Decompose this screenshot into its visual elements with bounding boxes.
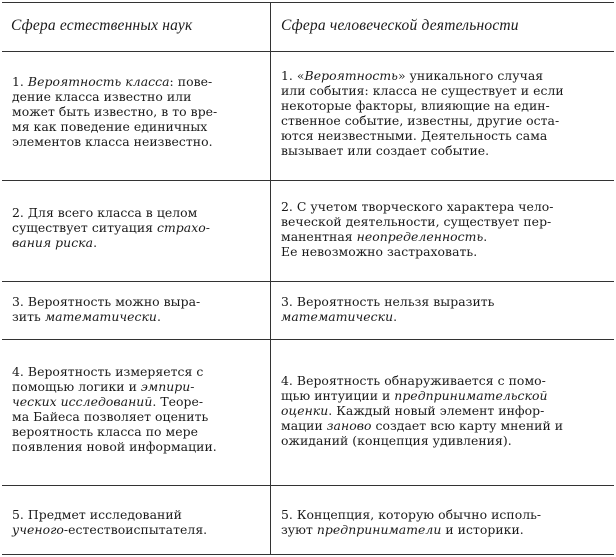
text-line [281,433,611,448]
text-run: существует ситуация [12,220,157,235]
row-5-human [281,507,611,537]
text-line [12,507,264,522]
text-line [281,507,611,522]
text-run: . [393,309,398,324]
emphasis-text: эмпири- [140,379,195,394]
text-line [281,128,611,143]
emphasis-text: вания риска [12,235,94,250]
text-run: создает всю карту мнений и [371,418,564,433]
row-divider [2,339,614,340]
text-run: 4. Вероятность измеряется с [12,364,204,379]
text-line [12,439,264,454]
row-3-natural [12,294,264,324]
text-run: Ее невозможно застраховать. [281,244,478,259]
text-run: щью интуиции и [281,388,395,403]
text-run: ственное событие, известны, другие оста- [281,113,560,128]
emphasis-text: ученого [12,522,64,537]
row-divider [2,180,614,181]
emphasis-text: оценки [281,403,329,418]
text-line [281,373,611,388]
text-run: появления новой информации. [12,439,217,454]
text-line [281,68,611,83]
text-run: 2. Для всего класса в целом [12,205,198,220]
text-run: или события: класса не существует и если [281,83,564,98]
text-line [12,220,264,235]
text-run: мя как поведение единичных [12,119,208,134]
emphasis-text: заново [326,418,372,433]
row-divider [2,485,614,486]
text-run: . [156,309,161,324]
text-run: 5. Концепция, которую обычно исполь- [281,507,542,522]
text-line [281,388,611,403]
table-border-top [2,2,614,3]
text-line [12,235,264,250]
text-line [12,104,264,119]
text-line [281,403,611,418]
text-line [12,89,264,104]
text-line [12,424,264,439]
emphasis-text: ческих исследований [12,394,153,409]
text-line [281,418,611,433]
text-run: ма Байеса позволяет оценить [12,409,209,424]
text-line [12,205,264,220]
text-line [12,379,264,394]
emphasis-text: математически [44,309,157,324]
text-run: ожиданий (концепция удивления). [281,433,512,448]
text-line [12,309,264,324]
text-line [12,364,264,379]
text-run: . [93,235,98,250]
header-divider [2,51,614,52]
text-run: зить [12,309,45,324]
text-run: дение класса известно или [12,89,192,104]
table-border-bottom [2,554,614,555]
text-line [281,294,611,309]
text-run: некоторые факторы, влияющие на един- [281,98,550,113]
text-run: . [483,229,488,244]
text-line [12,522,264,537]
text-run: элементов класса неизвестно. [12,134,213,149]
text-line [12,409,264,424]
text-line [12,294,264,309]
header-natural-sciences: Сфера естественных наук [11,17,193,34]
text-line [281,229,611,244]
emphasis-text: Вероятность класса [27,74,170,89]
text-line [281,214,611,229]
text-line [12,134,264,149]
text-run: 1. [12,74,28,89]
text-line [12,74,264,89]
text-run: вероятность класса по мере [12,424,198,439]
text-run: веческой деятельности, существует пер- [281,214,552,229]
column-divider [270,2,271,555]
emphasis-text: предпринимательской [394,388,548,403]
text-run: манентная [281,229,357,244]
text-run: : пове- [169,74,213,89]
text-line [281,98,611,113]
text-run: вызывает или создает событие. [281,143,490,158]
text-run: ются неизвестными. Деятельность сама [281,128,548,143]
text-run: 3. Вероятность нельзя выразить [281,294,495,309]
row-4-human [281,373,611,448]
emphasis-text: страхо- [156,220,210,235]
text-run: зуют [281,522,317,537]
text-run: помощью логики и [12,379,141,394]
text-run: » уникального случая [397,68,544,83]
emphasis-text: математически [281,309,394,324]
text-line [12,119,264,134]
header-human-action: Сфера человеческой деятельности [281,17,519,34]
text-run: мации [281,418,327,433]
text-run: 1. « [281,68,305,83]
text-line [281,199,611,214]
text-run: . Теоре- [152,394,204,409]
text-run: 5. Предмет исследований [12,507,182,522]
emphasis-text: предприниматели [316,522,442,537]
row-divider [2,281,614,282]
text-run: -естествоиспытателя. [63,522,208,537]
row-2-human [281,199,611,259]
row-4-natural [12,364,264,454]
text-line [281,113,611,128]
row-2-natural [12,205,264,250]
text-line [281,143,611,158]
emphasis-text: неопределенность [356,229,484,244]
row-1-human [281,68,611,158]
text-line [281,244,611,259]
row-3-human [281,294,611,324]
text-run: . Каждый новый элемент инфор- [328,403,545,418]
text-run: может быть известно, в то вре- [12,104,218,119]
emphasis-text: Вероятность [304,68,398,83]
text-run: 4. Вероятность обнаруживается с помо- [281,373,546,388]
row-1-natural [12,74,264,149]
text-line [281,83,611,98]
row-5-natural [12,507,264,537]
text-line [281,309,611,324]
text-line [281,522,611,537]
text-line [12,394,264,409]
text-run: 3. Вероятность можно выра- [12,294,201,309]
text-run: и историки. [441,522,524,537]
text-run: 2. С учетом творческого характера чело- [281,199,554,214]
